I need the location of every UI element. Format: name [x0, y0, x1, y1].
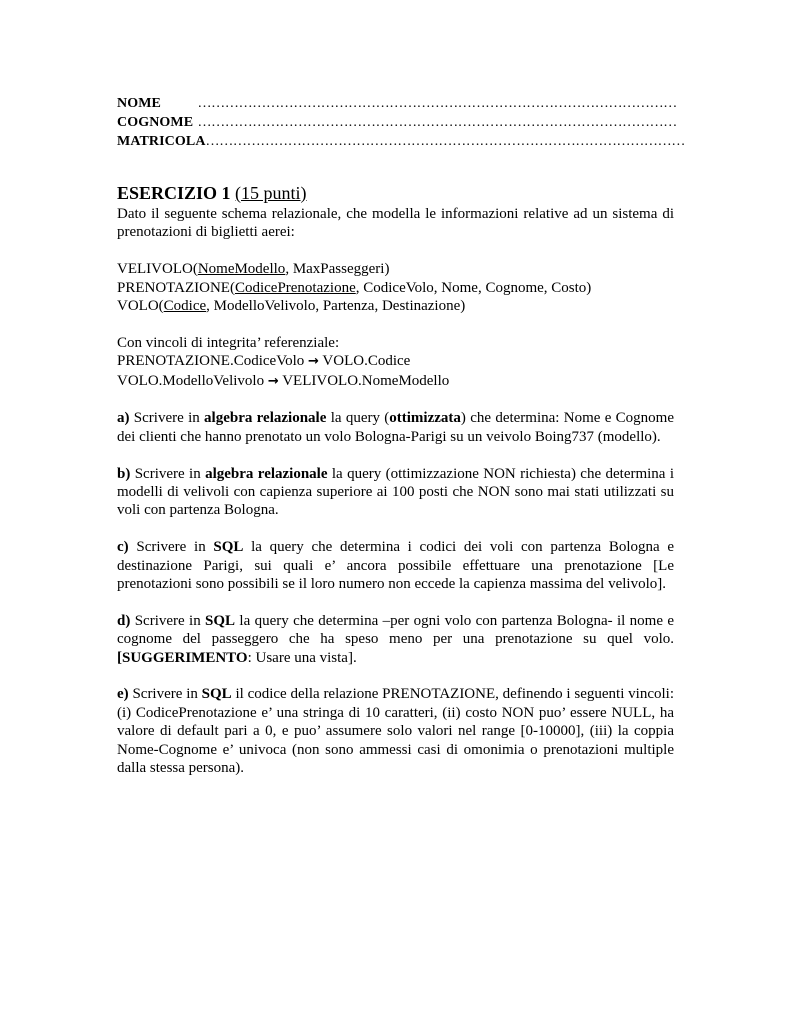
question-b-keyword: algebra relazionale — [205, 465, 328, 482]
question-b-text: la query (ottimizzazione NON richiesta) che determina i modelli di velivoli con capienza superiore ai 100 posti che NON sono mai stati utilizzati su voli con partenza Bologna. — [117, 465, 675, 519]
schema-prenotazione — [117, 279, 674, 297]
question-c-label: c) — [117, 539, 129, 556]
arrow-right-icon: → — [267, 373, 279, 389]
question-d-label: d) — [117, 612, 131, 629]
schema-velivolo-attrs: , MaxPasseggeri) — [285, 261, 390, 278]
schema-velivolo — [117, 260, 674, 278]
field-matricola — [117, 132, 686, 151]
question-e-text: il codice della relazione PRENOTAZIONE, definendo i seguenti vincoli: (i) CodicePrenotazione e’ una stringa di 10 caratteri, (ii) costo NON puo’ essere NULL, ha valore di default pari a 0, e puo’ assumere solo valori nel range [0-10000], (iii) la coppia Nome-Cognome e’ univoca (non sono ammessi casi di omonimia o prenotazioni multiple dalla stessa persona). — [117, 686, 674, 777]
question-e — [117, 685, 674, 777]
question-c-text: la query che determina i codici dei voli con partenza Bologna e destinazione Parigi, sui quali e’ ancora possibile effettuare una prenotazione [Le prenotazioni sono possibili se il loro numero non eccede la capienza massima del velivolo]. — [117, 539, 675, 593]
question-a-text: ) che determina: Nome e Cognome dei clienti che hanno prenotato un volo Bologna-Parigi su un veivolo Boing737 (modello). — [117, 410, 674, 445]
question-a-keyword: algebra relazionale — [204, 410, 327, 427]
question-e-keyword: SQL — [201, 686, 232, 703]
constraint-to: VELIVOLO.NomeModello — [282, 372, 450, 389]
question-c-text: Scrivere in — [128, 539, 214, 556]
question-a-text: Scrivere in — [129, 410, 205, 427]
schema-volo-attrs: , ModelloVelivolo, Partenza, Destinazione) — [206, 298, 466, 315]
question-d-keyword: [SUGGERIMENTO — [117, 649, 248, 666]
question-a-keyword: ottimizzata — [389, 410, 461, 427]
question-e-label: e) — [117, 686, 129, 703]
schema-volo — [117, 297, 674, 315]
constraint-to: VOLO.Codice — [322, 353, 411, 370]
schema-prenotazione-name: PRENOTAZIONE( — [117, 279, 235, 296]
field-label-matricola: MATRICOLA — [117, 134, 206, 149]
exercise-title — [117, 182, 674, 204]
exercise-title-text: ESERCIZIO 1 — [117, 183, 231, 203]
field-nome — [117, 94, 677, 113]
question-b-text: Scrivere in — [130, 465, 206, 482]
schema-prenotazione-attrs: , CodiceVolo, Nome, Cognome, Costo) — [355, 279, 592, 296]
field-blank-cognome: …………………………………………………………………………………………… — [197, 115, 677, 130]
question-d-text: la query che determina –per ogni volo con partenza Bologna- il nome e cognome del passeggero che ha speso meno per una prenotazione su quel volo. — [117, 612, 674, 648]
constraint-row — [117, 372, 674, 391]
constraints-title: Con vincoli di integrita’ referenziale: — [117, 334, 340, 351]
schema-velivolo-key: NomeModello — [197, 261, 286, 278]
question-b — [117, 465, 674, 520]
field-label-nome: NOME — [117, 96, 161, 111]
student-info-fields — [117, 94, 686, 151]
exercise-body — [117, 182, 674, 777]
question-a-text: la query ( — [326, 410, 390, 427]
constraint-from: PRENOTAZIONE.CodiceVolo — [117, 353, 305, 370]
constraint-row — [117, 352, 674, 371]
exercise-points: (15 punti) — [235, 183, 307, 203]
question-d-text: : Usare una vista]. — [247, 649, 357, 666]
question-d-text: Scrivere in — [130, 612, 206, 629]
schema-volo-name: VOLO( — [117, 298, 164, 315]
schema-velivolo-name: VELIVOLO( — [117, 261, 198, 278]
field-blank-matricola: …………………………………………………………………………………………… — [205, 134, 686, 149]
question-d-keyword: SQL — [205, 612, 236, 629]
arrow-right-icon: → — [308, 354, 319, 370]
question-c-keyword: SQL — [213, 539, 244, 556]
field-blank-nome: …………………………………………………………………………………………… — [197, 96, 677, 111]
question-c — [117, 538, 674, 593]
schema-prenotazione-key: CodicePrenotazione — [234, 279, 356, 296]
question-b-label: b) — [117, 465, 131, 482]
exercise-intro: Dato il seguente schema relazionale, che modella le informazioni relative ad un sistema di prenotazioni di biglietti aerei: — [117, 206, 674, 241]
constraint-from: VOLO.ModelloVelivolo — [117, 372, 265, 389]
question-a-label: a) — [117, 410, 130, 427]
field-label-cognome: COGNOME — [117, 115, 194, 130]
field-cognome — [117, 113, 677, 132]
question-d — [117, 612, 674, 667]
question-a — [117, 409, 674, 446]
schema-volo-key: Codice — [163, 298, 207, 315]
question-e-text: Scrivere in — [128, 686, 202, 703]
